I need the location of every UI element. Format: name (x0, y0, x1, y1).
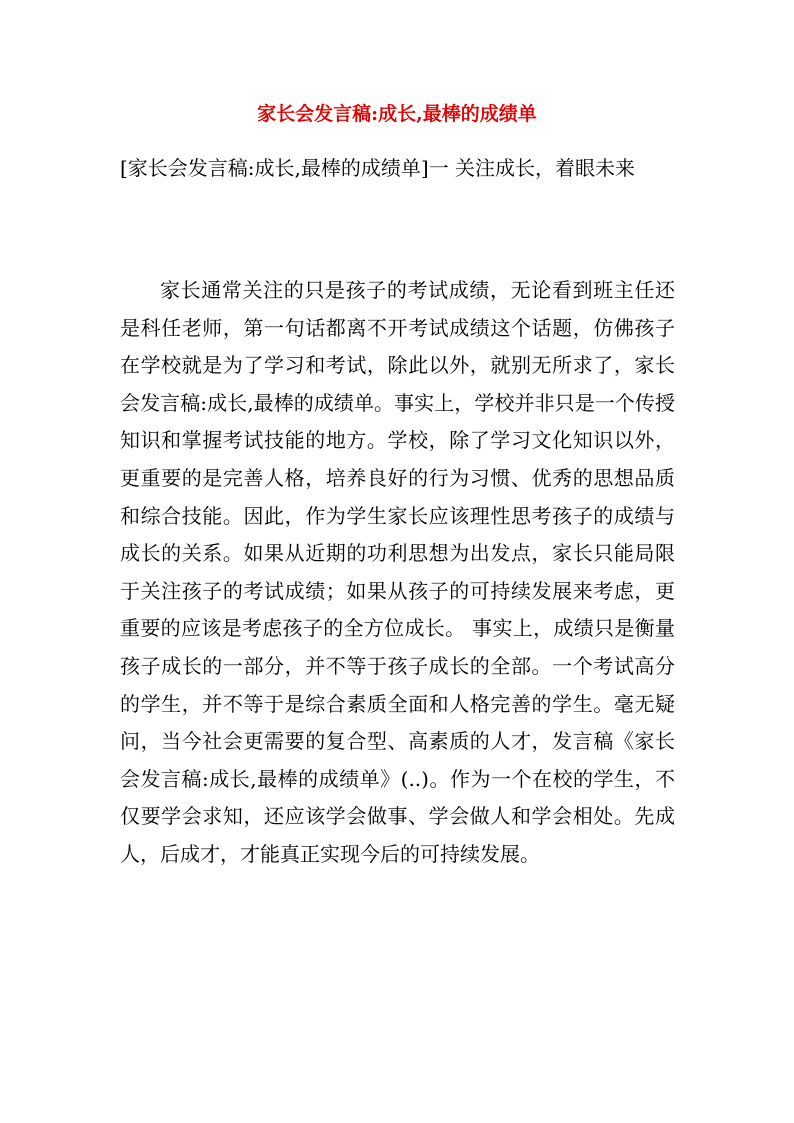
section-heading: [家长会发言稿:成长,最棒的成绩单]一 关注成长，着眼未来 (120, 156, 636, 180)
body-paragraph: 家长通常关注的只是孩子的考试成绩，无论看到班主任还是科任老师，第一句话都离不开考试成绩这个话题，仿佛孩子在学校就是为了学习和考试，除此以外，就别无所求了，家长会发言稿:成长,最棒的成绩单。事实上，学校并非只是一个传授知识和掌握考试技能的地方。学校，除了学习文化知识以外，更重要的是完善人格，培养良好的行为习惯、优秀的思想品质和综合技能。因此，作为学生家长应该理性思考孩子的成绩与成长的关系。如果从近期的功利思想为出发点，家长只能局限于关注孩子的考试成绩；如果从孩子的可持续发展来考虑，更重要的应该是考虑孩子的全方位成长。 事实上，成绩只是衡量孩子成长的一部分，并不等于孩子成长的全部。一个考试高分的学生，并不等于是综合素质全面和人格完善的学生。毫无疑问，当今社会更需要的复合型、高素质的人才，发言稿《家长会发言稿:成长,最棒的成绩单》(..)。作为一个在校的学生，不仅要学会求知，还应该学会做事、学会做人和学会相处。先成人，后成才，才能真正实现今后的可持续发展。 (120, 278, 675, 866)
document-title: 家长会发言稿:成长,最棒的成绩单 (257, 103, 537, 125)
